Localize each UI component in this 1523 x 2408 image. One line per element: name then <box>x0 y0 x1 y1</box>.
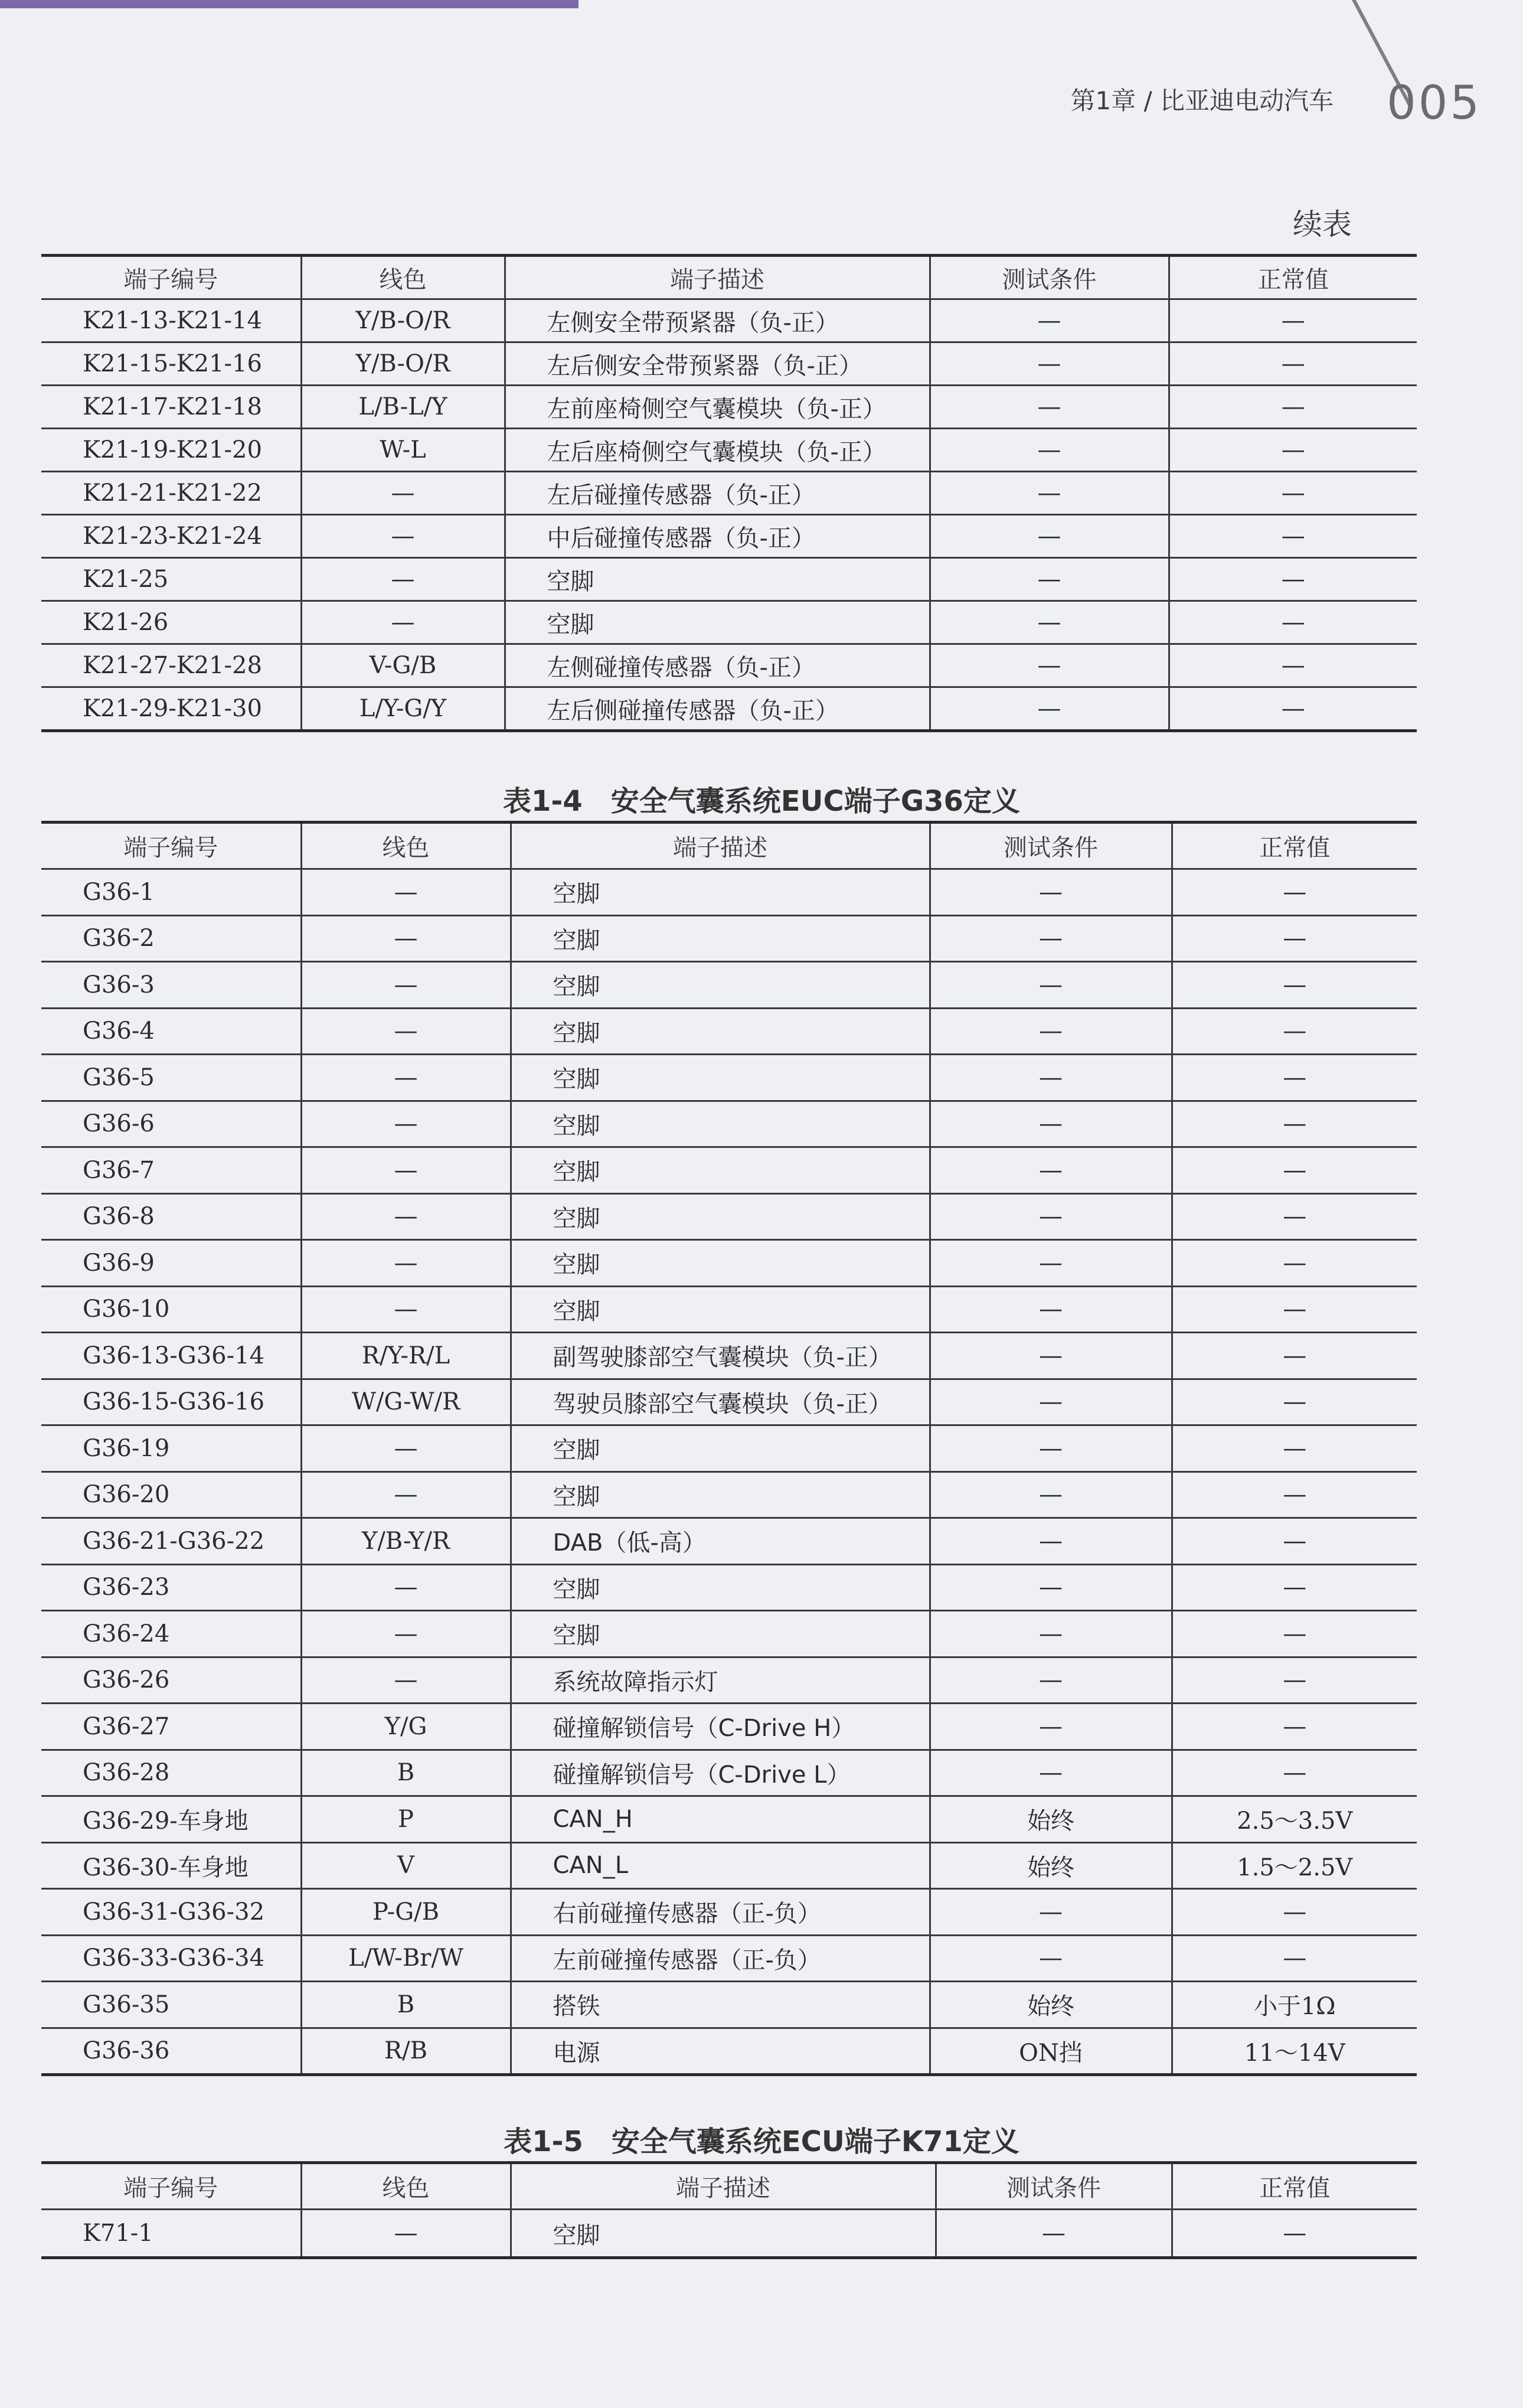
table-1-5-caption: 表1-5 安全气囊系统ECU端子K71定义 <box>504 2125 1019 2158</box>
normal-value-cell: — <box>1172 1240 1417 1287</box>
test-condition-cell: — <box>930 1379 1172 1425</box>
normal-value-cell: — <box>1172 869 1417 916</box>
normal-value-cell: — <box>1172 1008 1417 1055</box>
test-condition-cell: — <box>930 1286 1172 1333</box>
wire-color-cell: L/Y-G/Y <box>301 687 505 731</box>
normal-value-cell: — <box>1172 1564 1417 1611</box>
test-condition-cell: — <box>930 1750 1172 1796</box>
terminal-cell: G36-9 <box>41 1240 301 1287</box>
table-header-row <box>41 2163 1417 2210</box>
terminal-cell: G36-6 <box>41 1101 301 1147</box>
wire-color-cell: W/G-W/R <box>301 1379 511 1425</box>
normal-value-cell: — <box>1172 1704 1417 1750</box>
terminal-cell: G36-2 <box>41 915 301 962</box>
description-cell: 空脚 <box>511 915 930 962</box>
chapter-title: 第1章 / 比亚迪电动汽车 <box>1070 86 1334 115</box>
normal-value-cell: 11～14V <box>1172 2028 1417 2075</box>
table-header-row <box>41 256 1417 299</box>
normal-value-cell: — <box>1172 1425 1417 1472</box>
description-cell: 左后碰撞传感器（负-正） <box>505 472 930 515</box>
description-cell: 左前座椅侧空气囊模块（负-正） <box>505 386 930 429</box>
wire-color-cell: V <box>301 1842 511 1889</box>
table-row <box>41 515 1417 558</box>
normal-value-cell: 小于1Ω <box>1172 1982 1417 2028</box>
wire-color-cell: W-L <box>301 429 505 472</box>
terminal-cell: G36-1 <box>41 869 301 916</box>
continued-label: 续表 <box>1293 207 1352 242</box>
col-header-test-condition: 测试条件 <box>930 823 1172 869</box>
description-cell: 左后侧碰撞传感器（负-正） <box>505 687 930 731</box>
terminal-cell: G36-4 <box>41 1008 301 1055</box>
wire-color-cell: Y/B-Y/R <box>301 1518 511 1565</box>
col-header-terminal: 端子编号 <box>41 256 301 299</box>
table-row <box>41 1333 1417 1379</box>
top-color-strip <box>0 0 579 8</box>
table-row <box>41 1101 1417 1147</box>
terminal-cell: K21-27-K21-28 <box>41 644 301 687</box>
table-row <box>41 386 1417 429</box>
test-condition-cell: — <box>930 1657 1172 1704</box>
table-row <box>41 429 1417 472</box>
terminal-cell: K21-29-K21-30 <box>41 687 301 731</box>
terminal-cell: G36-23 <box>41 1564 301 1611</box>
test-condition-cell: — <box>930 386 1169 429</box>
table-row <box>41 2210 1417 2258</box>
description-cell: 驾驶员膝部空气囊模块（负-正） <box>511 1379 930 1425</box>
terminal-cell: K21-23-K21-24 <box>41 515 301 558</box>
normal-value-cell: — <box>1172 1333 1417 1379</box>
test-condition-cell: — <box>930 1333 1172 1379</box>
table-row <box>41 869 1417 916</box>
test-condition-cell: — <box>930 1055 1172 1101</box>
terminal-cell: G36-8 <box>41 1193 301 1240</box>
description-cell: 空脚 <box>511 2210 936 2258</box>
col-header-normal-value: 正常值 <box>1172 2163 1417 2210</box>
terminal-cell: G36-21-G36-22 <box>41 1518 301 1565</box>
description-cell: 空脚 <box>511 1101 930 1147</box>
test-condition-cell: — <box>930 429 1169 472</box>
description-cell: CAN_H <box>511 1796 930 1843</box>
wire-color-cell: — <box>301 962 511 1009</box>
wire-color-cell: — <box>301 1425 511 1472</box>
test-condition-cell: — <box>930 1889 1172 1936</box>
terminal-cell: G36-7 <box>41 1147 301 1194</box>
normal-value-cell: — <box>1172 1750 1417 1796</box>
wire-color-cell: — <box>301 472 505 515</box>
col-header-wire-color: 线色 <box>301 2163 511 2210</box>
normal-value-cell: — <box>1169 299 1417 342</box>
table-row <box>41 1889 1417 1936</box>
terminal-cell: G36-10 <box>41 1286 301 1333</box>
table-row <box>41 1286 1417 1333</box>
table-g36 <box>41 821 1417 2076</box>
normal-value-cell: — <box>1172 1147 1417 1194</box>
table-row <box>41 1147 1417 1194</box>
wire-color-cell: — <box>301 1055 511 1101</box>
description-cell: 碰撞解锁信号（C-Drive L） <box>511 1750 930 1796</box>
wire-color-cell: V-G/B <box>301 644 505 687</box>
table-row <box>41 1611 1417 1657</box>
col-header-test-condition: 测试条件 <box>930 256 1169 299</box>
description-cell: 右前碰撞传感器（正-负） <box>511 1889 930 1936</box>
table-row <box>41 558 1417 601</box>
col-header-wire-color: 线色 <box>301 823 511 869</box>
normal-value-cell: — <box>1172 1379 1417 1425</box>
test-condition-cell: — <box>930 1935 1172 1982</box>
description-cell: 左侧安全带预紧器（负-正） <box>505 299 930 342</box>
test-condition-cell: — <box>930 1564 1172 1611</box>
test-condition-cell: — <box>930 1240 1172 1287</box>
test-condition-cell: — <box>936 2210 1172 2258</box>
wire-color-cell: — <box>301 1286 511 1333</box>
wire-color-cell: Y/G <box>301 1704 511 1750</box>
test-condition-cell: — <box>930 1471 1172 1518</box>
table-row <box>41 1657 1417 1704</box>
normal-value-cell: 1.5～2.5V <box>1172 1842 1417 1889</box>
page-header <box>1071 77 1482 130</box>
table-row <box>41 1982 1417 2028</box>
terminal-cell: G36-19 <box>41 1425 301 1472</box>
normal-value-cell: — <box>1172 1657 1417 1704</box>
description-cell: 空脚 <box>511 1055 930 1101</box>
normal-value-cell: — <box>1172 962 1417 1009</box>
table-k21-continued <box>41 254 1417 732</box>
wire-color-cell: R/Y-R/L <box>301 1333 511 1379</box>
test-condition-cell: — <box>930 601 1169 644</box>
wire-color-cell: — <box>301 1564 511 1611</box>
test-condition-cell: ON挡 <box>930 2028 1172 2075</box>
wire-color-cell: R/B <box>301 2028 511 2075</box>
description-cell: 空脚 <box>511 1147 930 1194</box>
table-row <box>41 1471 1417 1518</box>
description-cell: 空脚 <box>505 601 930 644</box>
description-cell: 左后侧安全带预紧器（负-正） <box>505 342 930 386</box>
description-cell: 左侧碰撞传感器（负-正） <box>505 644 930 687</box>
wire-color-cell: L/W-Br/W <box>301 1935 511 1982</box>
table-row <box>41 1425 1417 1472</box>
table-row <box>41 1379 1417 1425</box>
normal-value-cell: 2.5～3.5V <box>1172 1796 1417 1843</box>
test-condition-cell: — <box>930 644 1169 687</box>
wire-color-cell: B <box>301 1750 511 1796</box>
table-row <box>41 1750 1417 1796</box>
table-row <box>41 2028 1417 2075</box>
table-row <box>41 299 1417 342</box>
terminal-cell: G36-24 <box>41 1611 301 1657</box>
terminal-cell: K21-25 <box>41 558 301 601</box>
test-condition-cell: — <box>930 299 1169 342</box>
description-cell: 空脚 <box>511 869 930 916</box>
terminal-cell: G36-30-车身地 <box>41 1842 301 1889</box>
wire-color-cell: — <box>301 915 511 962</box>
test-condition-cell: — <box>930 1425 1172 1472</box>
description-cell: 空脚 <box>511 1471 930 1518</box>
description-cell: CAN_L <box>511 1842 930 1889</box>
test-condition-cell: — <box>930 1611 1172 1657</box>
normal-value-cell: — <box>1169 472 1417 515</box>
wire-color-cell: — <box>301 1101 511 1147</box>
col-header-test-condition: 测试条件 <box>936 2163 1172 2210</box>
normal-value-cell: — <box>1169 515 1417 558</box>
test-condition-cell: — <box>930 342 1169 386</box>
terminal-cell: G36-13-G36-14 <box>41 1333 301 1379</box>
table-row <box>41 601 1417 644</box>
table-row <box>41 1518 1417 1565</box>
normal-value-cell: — <box>1172 1193 1417 1240</box>
description-cell: 中后碰撞传感器（负-正） <box>505 515 930 558</box>
normal-value-cell: — <box>1172 1518 1417 1565</box>
test-condition-cell: — <box>930 1193 1172 1240</box>
description-cell: 搭铁 <box>511 1982 930 2028</box>
normal-value-cell: — <box>1169 386 1417 429</box>
wire-color-cell: — <box>301 1240 511 1287</box>
table-row <box>41 1704 1417 1750</box>
description-cell: 空脚 <box>511 1240 930 1287</box>
terminal-cell: K21-19-K21-20 <box>41 429 301 472</box>
test-condition-cell: 始终 <box>930 1842 1172 1889</box>
description-cell: DAB（低-高） <box>511 1518 930 1565</box>
terminal-cell: G36-20 <box>41 1471 301 1518</box>
terminal-cell: G36-5 <box>41 1055 301 1101</box>
normal-value-cell: — <box>1172 1889 1417 1936</box>
normal-value-cell: — <box>1169 601 1417 644</box>
description-cell: 左前碰撞传感器（正-负） <box>511 1935 930 1982</box>
wire-color-cell: — <box>301 601 505 644</box>
table-row <box>41 687 1417 731</box>
terminal-cell: G36-29-车身地 <box>41 1796 301 1843</box>
table-row <box>41 1564 1417 1611</box>
wire-color-cell: — <box>301 1611 511 1657</box>
description-cell: 空脚 <box>511 1425 930 1472</box>
wire-color-cell: — <box>301 515 505 558</box>
wire-color-cell: — <box>301 2210 511 2258</box>
table-1-4-caption: 表1-4 安全气囊系统EUC端子G36定义 <box>503 785 1020 818</box>
terminal-cell: G36-26 <box>41 1657 301 1704</box>
wire-color-cell: — <box>301 1147 511 1194</box>
table-row <box>41 472 1417 515</box>
terminal-cell: K71-1 <box>41 2210 301 2258</box>
col-header-terminal: 端子编号 <box>41 823 301 869</box>
description-cell: 电源 <box>511 2028 930 2075</box>
normal-value-cell: — <box>1172 1055 1417 1101</box>
terminal-cell: K21-15-K21-16 <box>41 342 301 386</box>
table-k71 <box>41 2161 1417 2259</box>
test-condition-cell: — <box>930 558 1169 601</box>
test-condition-cell: — <box>930 1147 1172 1194</box>
table-header-row <box>41 823 1417 869</box>
terminal-cell: G36-28 <box>41 1750 301 1796</box>
test-condition-cell: — <box>930 962 1172 1009</box>
test-condition-cell: 始终 <box>930 1982 1172 2028</box>
normal-value-cell: — <box>1172 1935 1417 1982</box>
terminal-cell: G36-15-G36-16 <box>41 1379 301 1425</box>
normal-value-cell: — <box>1169 558 1417 601</box>
test-condition-cell: — <box>930 1704 1172 1750</box>
table-row <box>41 644 1417 687</box>
terminal-cell: G36-35 <box>41 1982 301 2028</box>
wire-color-cell: — <box>301 869 511 916</box>
description-cell: 空脚 <box>511 1564 930 1611</box>
test-condition-cell: — <box>930 1101 1172 1147</box>
col-header-description: 端子描述 <box>511 823 930 869</box>
test-condition-cell: — <box>930 1518 1172 1565</box>
terminal-cell: G36-3 <box>41 962 301 1009</box>
normal-value-cell: — <box>1169 687 1417 731</box>
table-row <box>41 915 1417 962</box>
description-cell: 空脚 <box>511 962 930 1009</box>
wire-color-cell: Y/B-O/R <box>301 299 505 342</box>
table-row <box>41 1796 1417 1843</box>
description-cell: 空脚 <box>511 1193 930 1240</box>
description-cell: 系统故障指示灯 <box>511 1657 930 1704</box>
wire-color-cell: P <box>301 1796 511 1843</box>
col-header-description: 端子描述 <box>505 256 930 299</box>
wire-color-cell: Y/B-O/R <box>301 342 505 386</box>
normal-value-cell: — <box>1172 1611 1417 1657</box>
normal-value-cell: — <box>1172 915 1417 962</box>
col-header-wire-color: 线色 <box>301 256 505 299</box>
terminal-cell: K21-17-K21-18 <box>41 386 301 429</box>
table-row <box>41 1008 1417 1055</box>
col-header-normal-value: 正常值 <box>1172 823 1417 869</box>
normal-value-cell: — <box>1172 1101 1417 1147</box>
table-row <box>41 1842 1417 1889</box>
wire-color-cell: L/B-L/Y <box>301 386 505 429</box>
terminal-cell: G36-27 <box>41 1704 301 1750</box>
wire-color-cell: — <box>301 1657 511 1704</box>
terminal-cell: K21-21-K21-22 <box>41 472 301 515</box>
wire-color-cell: — <box>301 1193 511 1240</box>
col-header-normal-value: 正常值 <box>1169 256 1417 299</box>
table-row <box>41 1193 1417 1240</box>
table-row <box>41 342 1417 386</box>
col-header-terminal: 端子编号 <box>41 2163 301 2210</box>
wire-color-cell: — <box>301 558 505 601</box>
wire-color-cell: — <box>301 1008 511 1055</box>
table-row <box>41 1055 1417 1101</box>
normal-value-cell: — <box>1169 429 1417 472</box>
normal-value-cell: — <box>1169 342 1417 386</box>
test-condition-cell: 始终 <box>930 1796 1172 1843</box>
terminal-cell: K21-26 <box>41 601 301 644</box>
test-condition-cell: — <box>930 515 1169 558</box>
terminal-cell: G36-33-G36-34 <box>41 1935 301 1982</box>
terminal-cell: G36-31-G36-32 <box>41 1889 301 1936</box>
normal-value-cell: — <box>1172 2210 1417 2258</box>
test-condition-cell: — <box>930 915 1172 962</box>
page-number: 005 <box>1387 77 1482 130</box>
test-condition-cell: — <box>930 869 1172 916</box>
description-cell: 空脚 <box>511 1286 930 1333</box>
test-condition-cell: — <box>930 1008 1172 1055</box>
test-condition-cell: — <box>930 687 1169 731</box>
wire-color-cell: P-G/B <box>301 1889 511 1936</box>
terminal-cell: K21-13-K21-14 <box>41 299 301 342</box>
col-header-description: 端子描述 <box>511 2163 936 2210</box>
normal-value-cell: — <box>1172 1286 1417 1333</box>
terminal-cell: G36-36 <box>41 2028 301 2075</box>
description-cell: 空脚 <box>511 1008 930 1055</box>
description-cell: 空脚 <box>505 558 930 601</box>
description-cell: 左后座椅侧空气囊模块（负-正） <box>505 429 930 472</box>
table-row <box>41 1240 1417 1287</box>
test-condition-cell: — <box>930 472 1169 515</box>
description-cell: 副驾驶膝部空气囊模块（负-正） <box>511 1333 930 1379</box>
wire-color-cell: — <box>301 1471 511 1518</box>
normal-value-cell: — <box>1172 1471 1417 1518</box>
normal-value-cell: — <box>1169 644 1417 687</box>
table-row <box>41 1935 1417 1982</box>
wire-color-cell: B <box>301 1982 511 2028</box>
description-cell: 空脚 <box>511 1611 930 1657</box>
table-row <box>41 962 1417 1009</box>
description-cell: 碰撞解锁信号（C-Drive H） <box>511 1704 930 1750</box>
